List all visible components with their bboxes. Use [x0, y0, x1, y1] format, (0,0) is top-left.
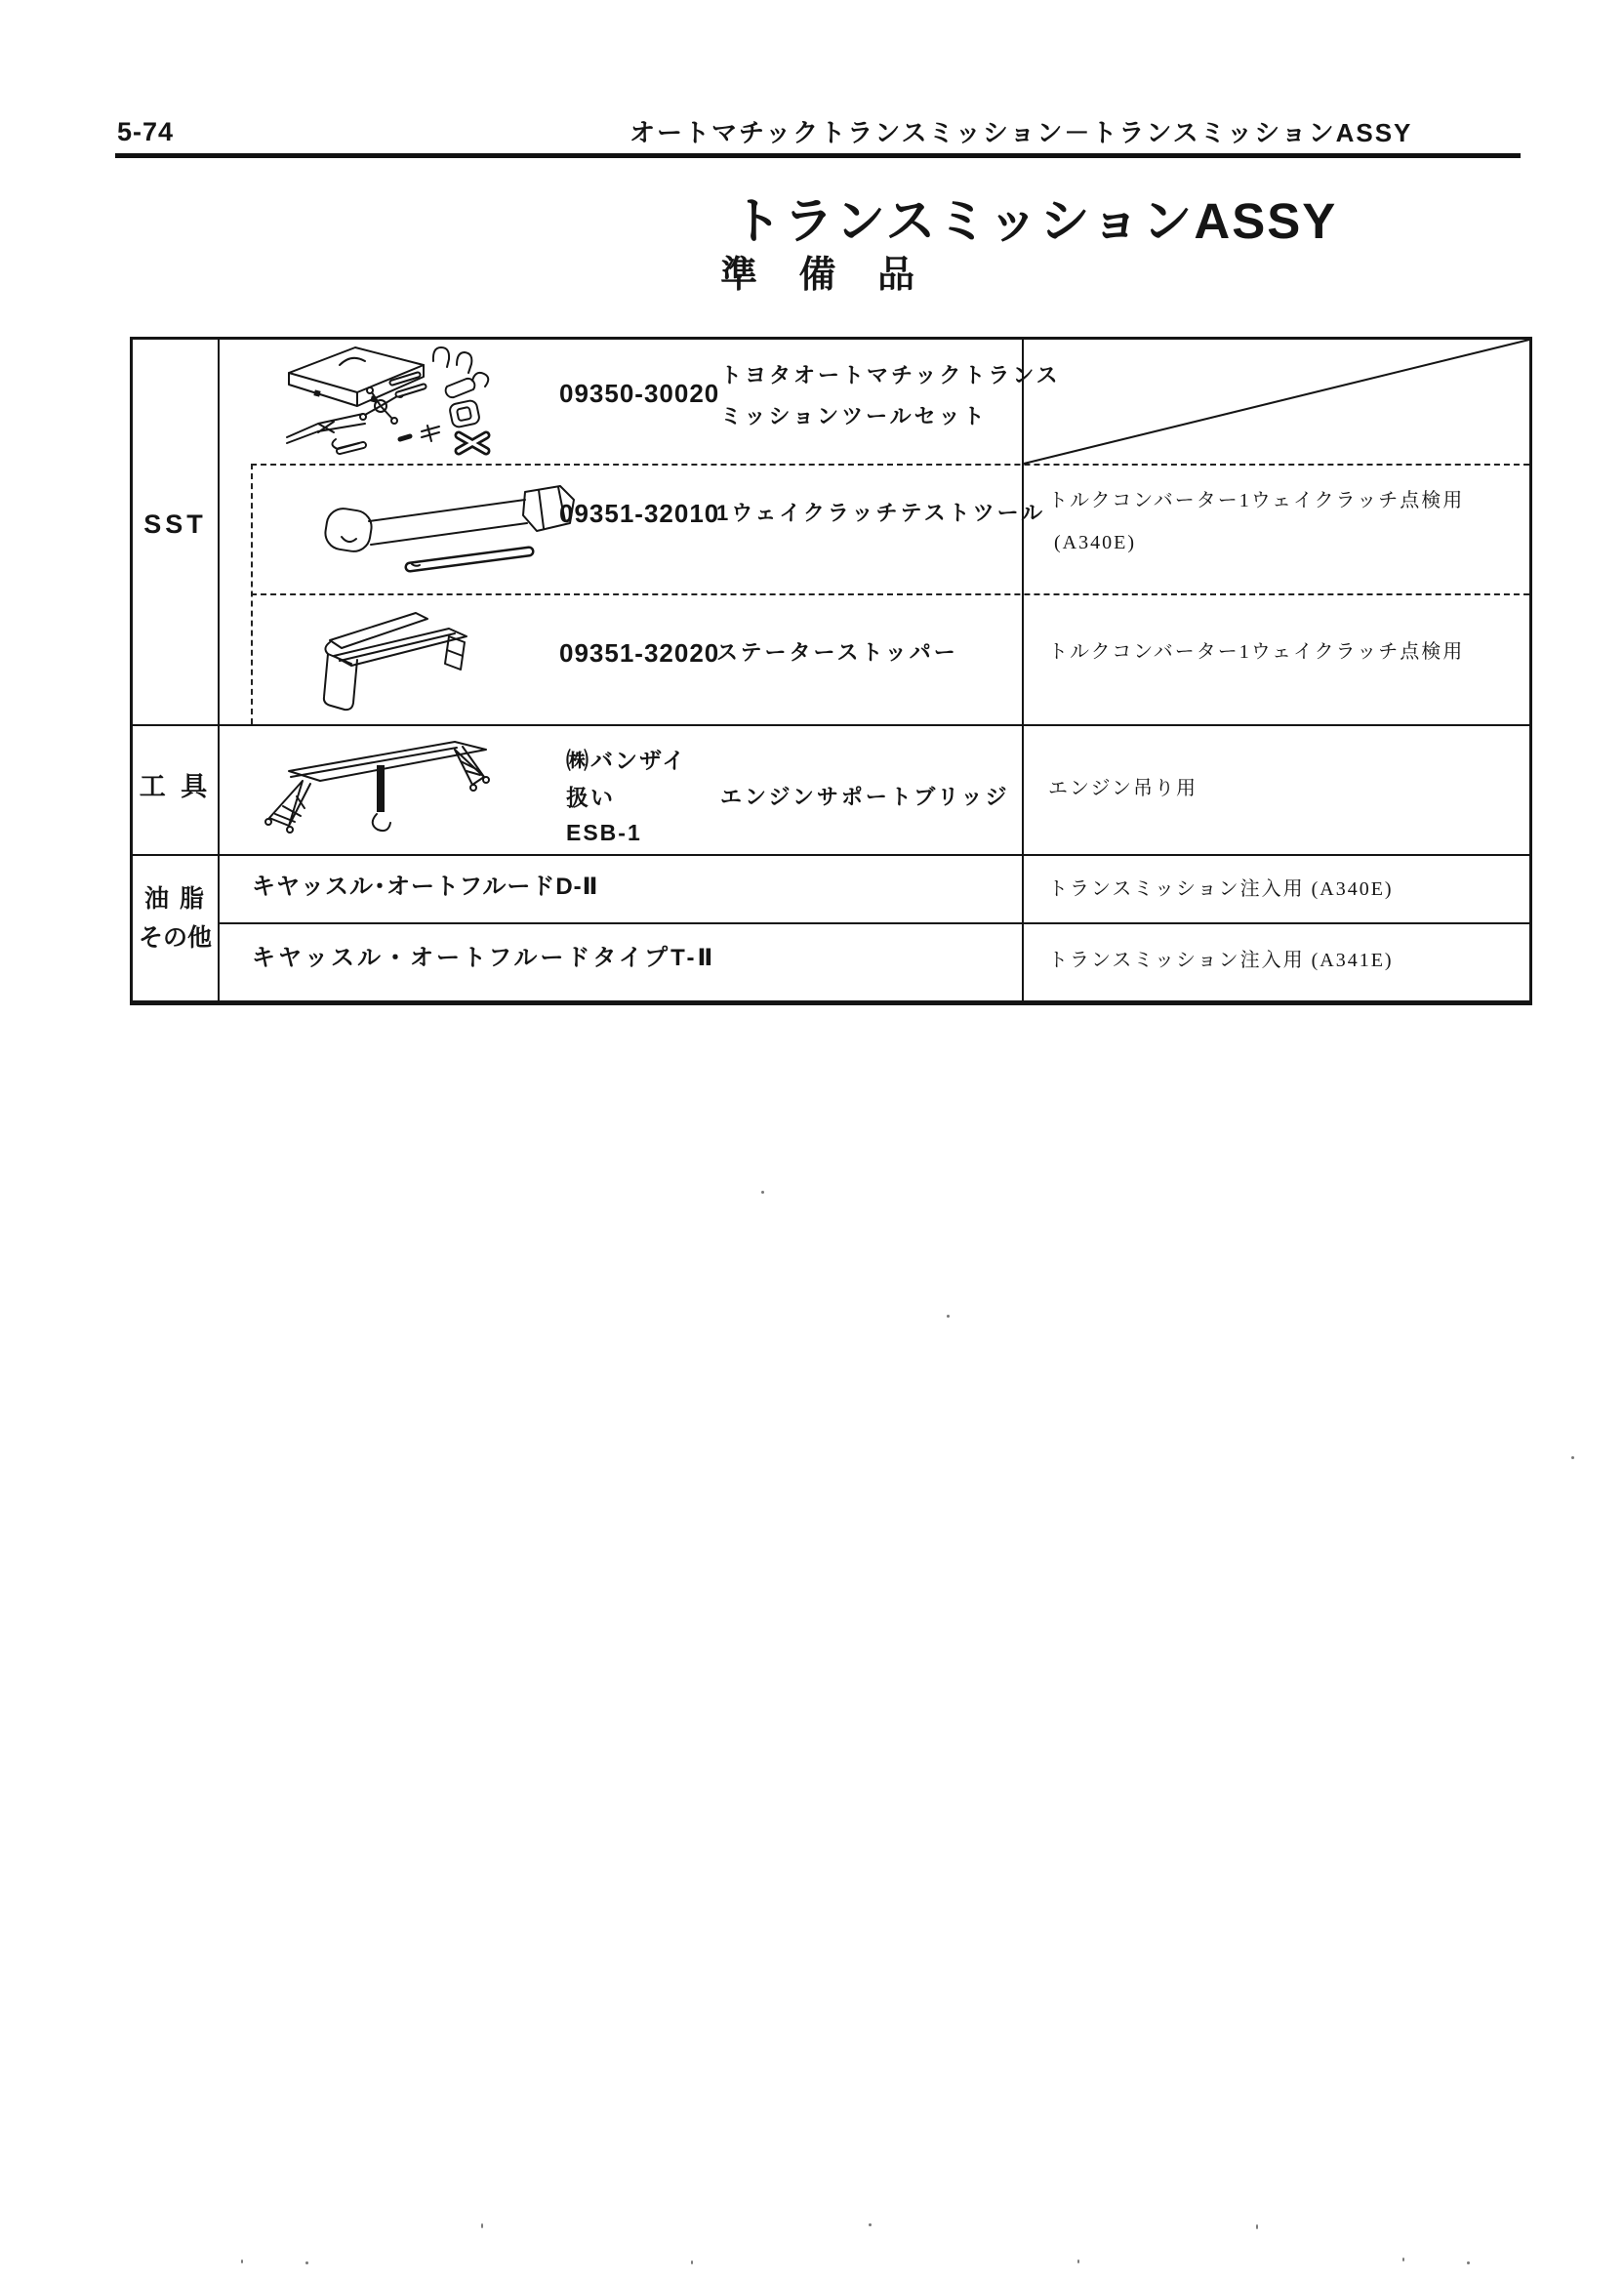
- tools-maker-line2: 扱い: [566, 785, 615, 810]
- scan-speck: [761, 1191, 764, 1194]
- optional-sst-dashed-top: [251, 464, 1529, 466]
- optional-sst-dashed-left: [251, 464, 253, 724]
- fluids-section-label-line2: その他: [138, 924, 212, 952]
- scan-speck: [947, 1315, 950, 1318]
- tools-usage: エンジン吊り用: [1048, 778, 1198, 799]
- fluid-row1-usage: トランスミッション注入用 (A340E): [1048, 878, 1394, 900]
- scan-speck: [241, 2260, 243, 2263]
- sst-row2-code: 09351-32010: [559, 499, 720, 528]
- scan-speck: [481, 2223, 483, 2228]
- scan-speck: [1467, 2261, 1470, 2264]
- scan-speck: [1256, 2224, 1258, 2229]
- sst-row1-code: 09350-30020: [559, 379, 720, 408]
- sst-row1-name-line2: ミッションツールセット: [720, 404, 988, 428]
- sst-row3-code: 09351-32020: [559, 638, 720, 668]
- scan-speck: [305, 2261, 308, 2264]
- engine-support-bridge-illustration: [260, 728, 508, 850]
- scan-speck: [1402, 2258, 1404, 2261]
- one-way-clutch-test-tool-illustration: [318, 476, 611, 584]
- fluid-row2-name: キヤッスル・オートフルードタイプT-Ⅱ: [252, 945, 716, 971]
- tools-name: エンジンサポートブリッジ: [720, 785, 1010, 809]
- scan-speck: [1571, 1456, 1574, 1459]
- page-subtitle: 準 備 品: [720, 255, 931, 296]
- sst-row2-usage-line1: トルクコンバーター1ウェイクラッチ点検用: [1048, 490, 1465, 511]
- header-rule: [115, 153, 1521, 158]
- fluid-row1-name: キヤッスル･オートフルードD-Ⅱ: [252, 874, 599, 900]
- page-title: トランスミッションASSY: [732, 193, 1338, 249]
- optional-sst-dashed-middle: [251, 593, 1529, 595]
- tools-maker-line3: ESB-1: [566, 820, 642, 845]
- sst-section-divider: [133, 724, 1529, 726]
- fluids-row-divider: [218, 922, 1529, 924]
- fluids-section-label-line1: 油 脂: [144, 885, 206, 913]
- sst-row2-usage-line2: (A340E): [1054, 532, 1136, 553]
- running-header-title: オートマチックトランスミッション－トランスミッションASSY: [629, 118, 1413, 147]
- sst-section-label: SST: [143, 509, 207, 539]
- scan-speck: [869, 2223, 872, 2226]
- page-number: 5-74: [117, 117, 175, 146]
- empty-cell-diagonal: [1024, 340, 1529, 464]
- tools-maker-line1: ㈱バンザイ: [566, 748, 687, 773]
- transmission-tool-set-illustration: [279, 342, 499, 459]
- tools-section-label: 工 具: [139, 772, 212, 801]
- sst-row3-name: ステーターストッパー: [716, 640, 958, 665]
- sst-row2-name: 1ウェイクラッチテストツール: [716, 501, 1046, 525]
- label-column-divider: [218, 340, 220, 1000]
- preparation-table: [130, 337, 1532, 1005]
- sst-row1-name-line1: トヨタオートマチックトランス: [720, 363, 1061, 387]
- fluid-row2-usage: トランスミッション注入用 (A341E): [1048, 950, 1394, 971]
- scan-speck: [691, 2260, 693, 2264]
- tools-section-divider: [133, 854, 1529, 856]
- scan-speck: [1077, 2260, 1079, 2263]
- stator-stopper-illustration: [301, 605, 491, 720]
- sst-row3-usage: トルクコンバーター1ウェイクラッチ点検用: [1048, 641, 1465, 663]
